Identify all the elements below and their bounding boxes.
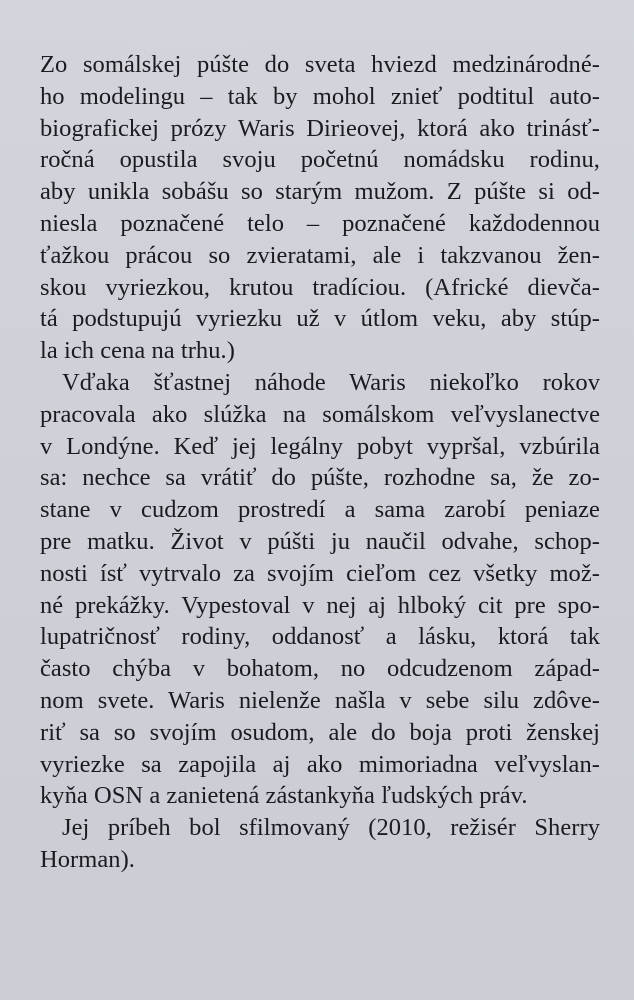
text-line: riť sa so svojím osudom, ale do boja proti ženskej: [40, 718, 600, 746]
text-line: vyriezke sa zapojila aj ako mimoriadna veľvyslan-: [40, 750, 600, 778]
text-line: Zo somálskej púšte do sveta hviezd medzinárodné-: [40, 51, 600, 78]
text-line: ho modelingu – tak by mohol znieť podtitul auto-: [40, 82, 600, 110]
text-line: skou vyriezkou, krutou tradíciou. (Africké dievča-: [40, 273, 600, 301]
text-line: sa: nechce sa vrátiť do púšte, rozhodne sa, že zo-: [40, 464, 600, 492]
text-line: ročná opustila svoju početnú nomádsku rodinu,: [40, 146, 600, 174]
text-line: biografickej prózy Waris Dirieovej, ktorá ako trinásť-: [40, 114, 600, 142]
text-line: Vďaka šťastnej náhode Waris niekoľko rokov: [62, 368, 600, 396]
text-line: tá podstupujú vyriezku už v útlom veku, aby stúp-: [40, 305, 600, 333]
text-line: pracovala ako slúžka na somálskom veľvyslanectve: [40, 400, 600, 428]
paragraph-2: [40, 367, 600, 812]
text-line: aby unikla sobášu so starým mužom. Z púšte si od-: [40, 178, 600, 206]
text-line: nosti ísť vytrvalo za svojím cieľom cez všetky mož-: [40, 559, 600, 587]
text-line: stane v cudzom prostredí a sama zarobí peniaze: [40, 496, 600, 524]
text-line: nom svete. Waris nielenže našla v sebe silu zdôve-: [40, 686, 600, 714]
text-line: la ich cena na trhu.): [40, 337, 235, 365]
text-line: ťažkou prácou so zvieratami, ale i takzvanou žen-: [40, 241, 600, 269]
text-line: pre matku. Život v púšti ju naučil odvahe, schop-: [40, 527, 600, 555]
text-line: lupatričnosť rodiny, oddanosť a lásku, ktorá tak: [40, 623, 600, 651]
paragraph-3: [40, 812, 600, 876]
text-line: Horman).: [40, 845, 135, 873]
text-line: Jej príbeh bol sfilmovaný (2010, režisér Sherry: [62, 814, 600, 842]
text-line: často chýba v bohatom, no odcudzenom západ-: [40, 655, 600, 683]
text-line: né prekážky. Vypestoval v nej aj hlboký cit pre spo-: [40, 591, 600, 619]
text-line: kyňa OSN a zanietená zástankyňa ľudských práv.: [40, 782, 528, 810]
paragraph-1: [40, 49, 600, 367]
text-line: niesla poznačené telo – poznačené každodennou: [40, 209, 600, 237]
text-line: v Londýne. Keď jej legálny pobyt vypršal, vzbúrila: [40, 432, 600, 460]
